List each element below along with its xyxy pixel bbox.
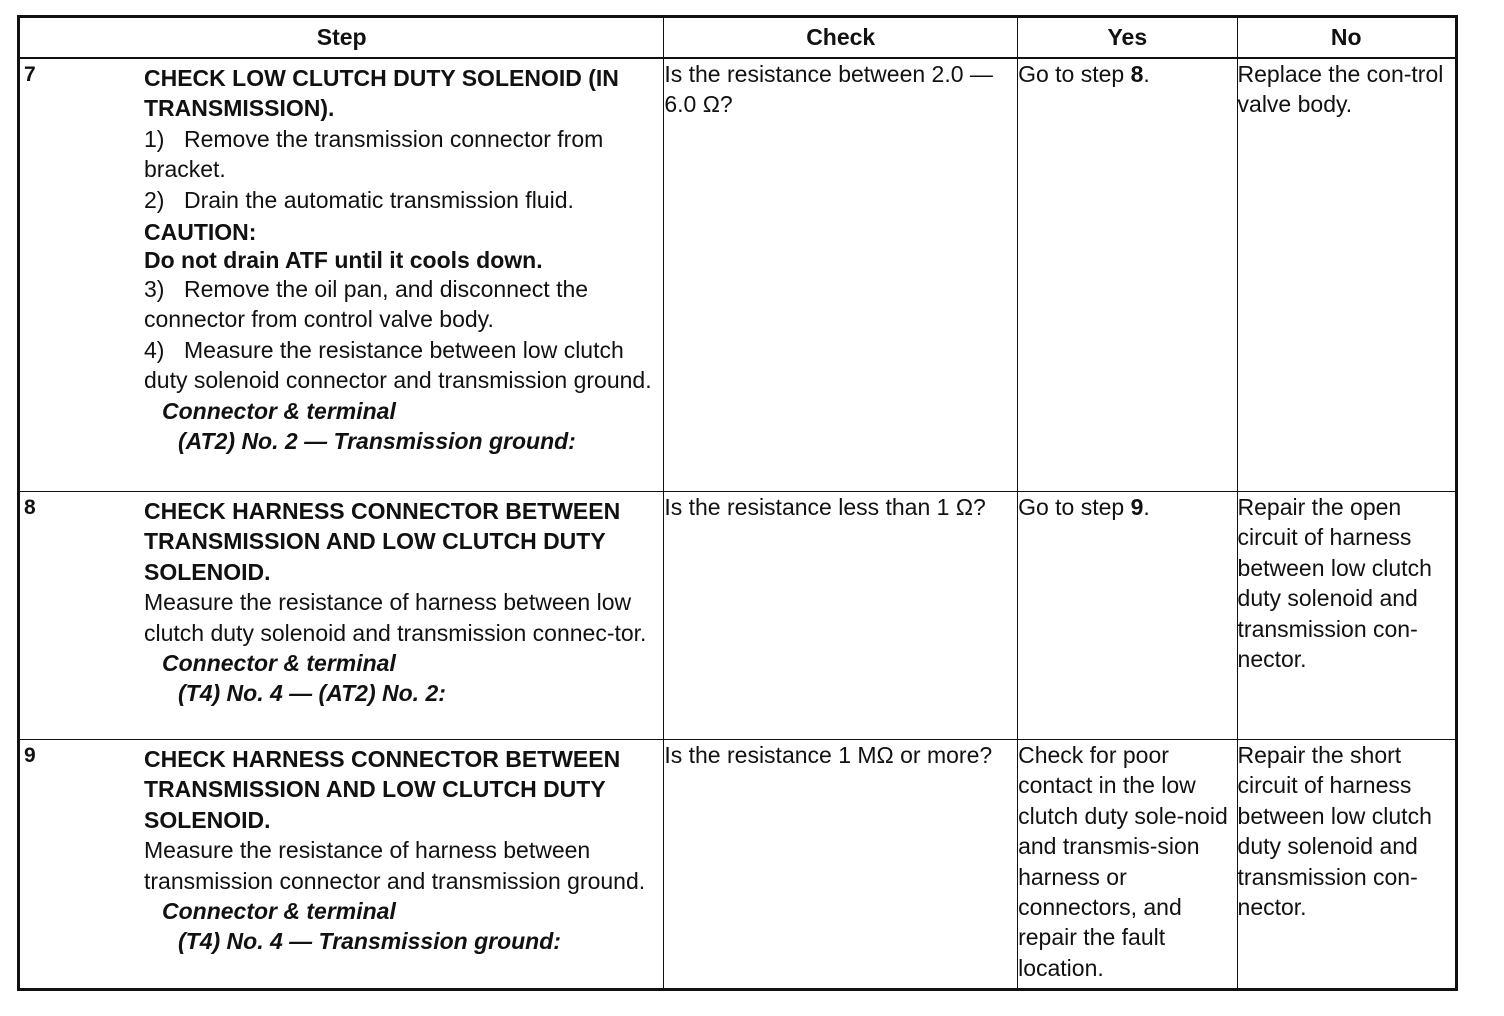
check-cell: Is the resistance less than 1 Ω? <box>664 492 1018 740</box>
header-no: No <box>1237 17 1456 59</box>
sub-step <box>144 274 659 335</box>
table-row <box>19 492 1457 740</box>
caution-text: Do not drain ATF until it cools down. <box>144 247 543 274</box>
yes-prefix: Go to step <box>1018 61 1131 87</box>
connector-value: (AT2) No. 2 — Transmission ground: <box>178 428 576 455</box>
diagnostic-table <box>17 15 1458 991</box>
step-title: CHECK HARNESS CONNECTOR BETWEEN TRANSMISSION AND LOW CLUTCH DUTY SOLENOID. <box>144 746 621 833</box>
sub-step-number: 2) <box>144 186 165 213</box>
sub-step-number: 4) <box>144 336 165 363</box>
step-cell <box>19 58 664 492</box>
step-number: 7 <box>24 63 36 86</box>
yes-cell: Check for poor contact in the low clutch duty sole-noid and transmis-sion harness or connectors, and repair the fault location. <box>1018 740 1237 990</box>
header-check: Check <box>664 17 1018 59</box>
sub-step <box>144 335 659 396</box>
connector-value: (T4) No. 4 — (AT2) No. 2: <box>178 680 446 707</box>
yes-step-number: 8 <box>1130 61 1144 87</box>
yes-suffix: . <box>1143 494 1150 520</box>
step-cell <box>19 740 664 990</box>
yes-cell <box>1018 58 1237 492</box>
step-cell <box>19 492 664 740</box>
step-body <box>144 740 663 957</box>
sub-step <box>144 124 659 185</box>
step-text: Measure the resistance of harness between low clutch duty solenoid and transmission connec-tor. <box>144 589 647 646</box>
sub-step <box>144 185 659 215</box>
connector-label: Connector & terminal <box>162 650 396 677</box>
sub-step-text: Measure the resistance between low clutch duty solenoid connector and transmission ground. <box>144 336 652 394</box>
step-body <box>144 492 663 709</box>
step-number: 8 <box>24 496 36 519</box>
no-cell: Repair the short circuit of harness between low clutch duty solenoid and transmission con-nector. <box>1237 740 1456 990</box>
sub-step-number: 1) <box>144 125 165 152</box>
check-cell: Is the resistance 1 MΩ or more? <box>664 740 1018 990</box>
table-row <box>19 740 1457 990</box>
step-text: Measure the resistance of harness between transmission connector and transmission ground. <box>144 837 646 894</box>
yes-step-number: 9 <box>1130 494 1144 520</box>
no-cell: Repair the open circuit of harness between low clutch duty solenoid and transmission con-nector. <box>1237 492 1456 740</box>
sub-step-text: Drain the automatic transmission fluid. <box>184 186 574 213</box>
header-yes: Yes <box>1018 17 1237 59</box>
sub-step-number: 3) <box>144 276 165 303</box>
yes-suffix: . <box>1143 61 1150 87</box>
table-row <box>19 58 1457 492</box>
yes-cell <box>1018 492 1237 740</box>
connector-value: (T4) No. 4 — Transmission ground: <box>178 928 561 955</box>
connector-label: Connector & terminal <box>162 397 396 424</box>
header-row <box>19 17 1457 59</box>
sub-step-text: Remove the transmission connector from bracket. <box>144 125 604 183</box>
step-number: 9 <box>24 744 36 767</box>
yes-prefix: Go to step <box>1018 494 1131 520</box>
step-body <box>144 59 663 456</box>
caution-label: CAUTION: <box>144 219 257 246</box>
no-cell: Replace the con-trol valve body. <box>1237 58 1456 492</box>
caution-block <box>144 218 659 274</box>
header-step: Step <box>19 17 664 59</box>
step-title: CHECK LOW CLUTCH DUTY SOLENOID (IN TRANSMISSION). <box>144 65 619 122</box>
check-cell: Is the resistance between 2.0 — 6.0 Ω? <box>664 58 1018 492</box>
step-title: CHECK HARNESS CONNECTOR BETWEEN TRANSMISSION AND LOW CLUTCH DUTY SOLENOID. <box>144 498 621 585</box>
sub-step-text: Remove the oil pan, and disconnect the connector from control valve body. <box>144 276 589 333</box>
connector-label: Connector & terminal <box>162 898 396 925</box>
